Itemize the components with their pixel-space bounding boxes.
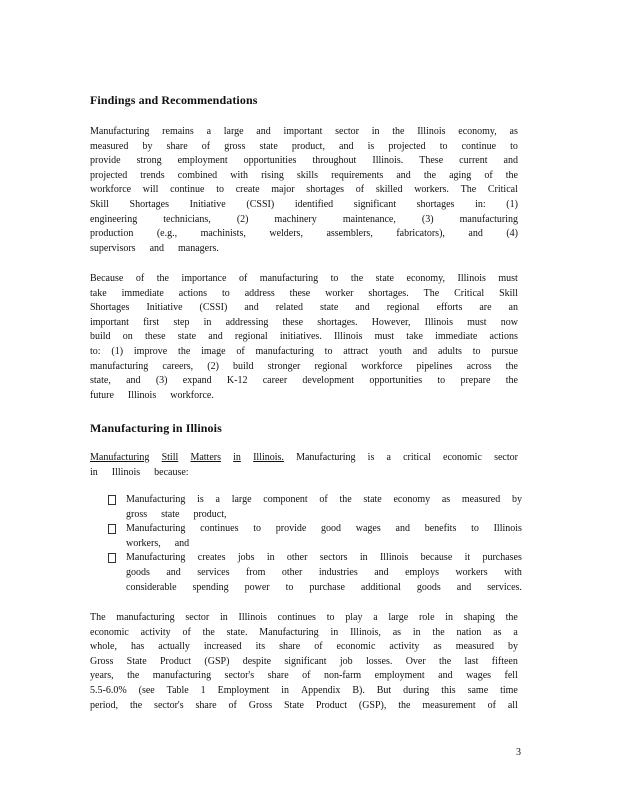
section-heading-findings: Findings and Recommendations (90, 93, 258, 107)
bullet-item (108, 551, 522, 595)
bullet-list (108, 493, 522, 595)
text-line: Manufacturing remains a large and important sector in the Illinois economy, as (90, 126, 518, 137)
paragraph-manufacturing-role (90, 611, 518, 713)
text-line: whole, has actually increased its share of economic activity as measured by (90, 641, 518, 653)
page-number: 3 (516, 747, 521, 758)
text-line: projected trends combined with rising skills requirements and the aging of the (90, 169, 518, 181)
text-line: future Illinois workforce. (90, 389, 214, 401)
bullet-marker-icon (108, 553, 116, 563)
text-line: Manufacturing creates jobs in other sectors in Illinois because it purchases (126, 552, 522, 564)
text-line: Manufacturing is a large component of the state economy as measured by (126, 494, 522, 505)
paragraph-findings-2 (90, 272, 518, 403)
text-line: period, the sector's share of Gross State Product (GSP), the measurement of all (90, 699, 518, 711)
text-line: build on these state and regional initiatives. Illinois must take immediate actions (90, 331, 518, 343)
text-line: Skill Shortages Initiative (CSSI) identified significant shortages in: (1) (90, 198, 518, 210)
section-heading-manufacturing-in-illinois: Manufacturing in Illinois (90, 421, 222, 435)
bullet-marker-icon (108, 524, 116, 534)
paragraph-intro-still-matters (90, 451, 518, 480)
text-line: measured by share of gross state product, and is projected to continue to (90, 140, 518, 152)
text-line: years, the manufacturing sector's share of non-farm employment and wages fell (90, 670, 518, 682)
bullet-text (126, 551, 522, 595)
text-line: supervisors and managers. (90, 242, 219, 254)
paragraph-findings-1 (90, 125, 518, 256)
text-line: important first step in addressing these shortages. However, Illinois must now (90, 316, 518, 328)
text-line: Because of the importance of manufacturing to the state economy, Illinois must (90, 273, 518, 284)
bullet-text (126, 493, 522, 522)
text-line: engineering technicians, (2) machinery maintenance, (3) manufacturing (90, 213, 518, 225)
text-line: The manufacturing sector in Illinois continues to play a large role in shaping the (90, 612, 518, 623)
text-line: workers, and (126, 537, 190, 549)
bullet-marker-icon (108, 495, 116, 505)
text-line: Manufacturing Still Matters in Illinois. Manufacturing is a critical economic sector (90, 452, 518, 463)
text-line: economic activity of the state. Manufacturing in Illinois, as in the nation as a (90, 626, 518, 638)
text-line: Manufacturing continues to provide good wages and benefits to Illinois (126, 523, 522, 535)
text-line: workforce will continue to create major shortages of skilled workers. The Critical (90, 184, 518, 196)
text-line: 5.5-6.0% (see Table 1 Employment in Appendix B). But during this same time (90, 684, 518, 696)
text-line: Shortages Initiative (CSSI) and related state and regional efforts are an (90, 302, 518, 314)
text-line: state, and (3) expand K-12 career development opportunities to prepare the (90, 375, 518, 387)
bullet-item (108, 522, 522, 551)
bullet-text (126, 522, 522, 551)
text-line: in Illinois because: (90, 466, 189, 478)
text-line: take immediate actions to address these worker shortages. The Critical Skill (90, 287, 518, 299)
text-line: Gross State Product (GSP) despite significant job losses. Over the last fifteen (90, 655, 518, 667)
text-line: provide strong employment opportunities throughout Illinois. These current and (90, 155, 518, 167)
text-line: production (e.g., machinists, welders, assemblers, fabricators), and (4) (90, 228, 518, 240)
text-line: manufacturing careers, (2) build stronger regional workforce pipelines across the (90, 360, 518, 372)
text-line: gross state product, (126, 508, 227, 520)
text-line: goods and services from other industries and employs workers with (126, 566, 522, 578)
text-line: to: (1) improve the image of manufacturing to attract youth and adults to pursue (90, 345, 518, 357)
text-line: considerable spending power to purchase additional goods and services. (126, 581, 522, 593)
bullet-item (108, 493, 522, 522)
